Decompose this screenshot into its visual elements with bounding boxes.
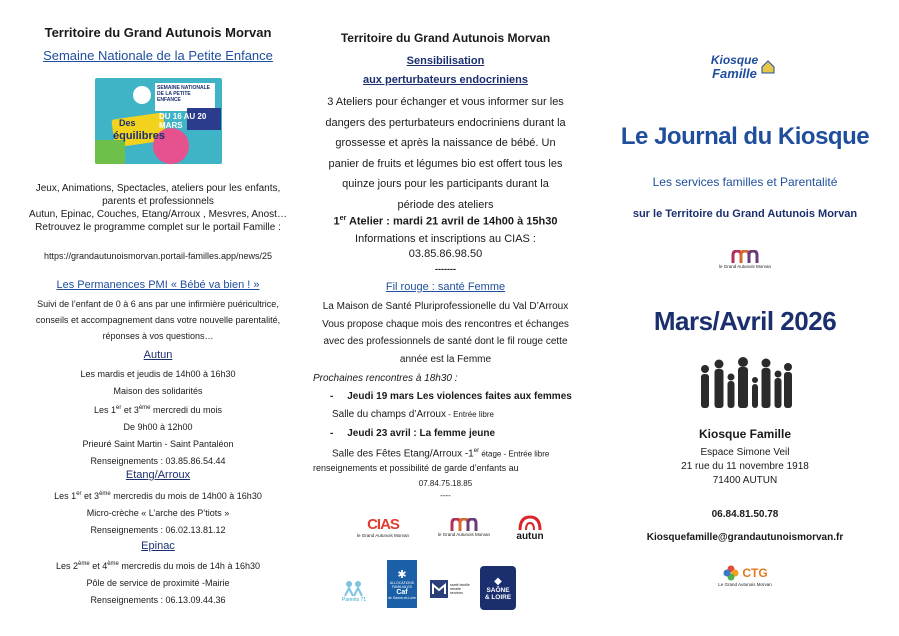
etang-details (8, 486, 308, 539)
autun-line: Renseignements : 03.85.86.54.44 (90, 456, 226, 466)
fil-rouge-heading: Fil rouge : santé Femme (385, 281, 506, 293)
kiosque-famille-title: Kiosque Famille (698, 427, 792, 441)
fil-line: avec des professionnels de santé dont le fil rouge cette (323, 336, 568, 347)
text-part: Atelier : mardi 21 avril de 14h00 à 15h30 (346, 215, 558, 228)
text-part: et 3 (121, 405, 139, 415)
pmi-line: conseils et accompagnement dans votre nouvelle parentalité, (35, 315, 281, 325)
epinac-line (8, 556, 308, 575)
cias-info: Informations et inscriptions au CIAS : (355, 233, 536, 245)
desc-line: Jeux, Animations, Spectacles, ateliers pour les enfants, (35, 183, 281, 194)
address-line: 21 rue du 11 novembre 1918 (681, 461, 809, 472)
autun-mercredi (8, 400, 308, 419)
superscript: er (76, 491, 82, 497)
epinac-line: Renseignements : 06.13.09.44.36 (90, 595, 226, 605)
text-part: Les 1 (93, 405, 116, 415)
superscript: er (339, 215, 347, 222)
event-description (8, 182, 308, 234)
kiosque-logo-a: Kiosque (710, 53, 759, 67)
period-title: Mars/Avril 2026 (653, 306, 837, 336)
portail-url[interactable]: https://grandautunoismorvan.portail-familles.app/news/25 (43, 251, 273, 261)
poster-dates: DU 16 AU 20 MARS (159, 112, 207, 130)
event-2-title: Jeudi 23 avril : La femme jeune (347, 428, 496, 439)
fil-line: Vous propose chaque mois des rencontres et échanges (322, 318, 569, 330)
kiosque-famille-logo (696, 52, 791, 82)
text-part: Les 2 (56, 561, 79, 571)
msp-text: santé famille retraite services (450, 583, 470, 595)
autun-line: De 9h00 à 12h00 (123, 422, 193, 432)
desc-line: parents et professionnels (102, 196, 214, 207)
event-2-place (332, 445, 549, 460)
cias-logo-text: CIAS (367, 516, 399, 533)
body-line: dangers des perturbateurs endocriniens durant la (325, 116, 566, 129)
separator: ---- (440, 491, 451, 500)
gam-logo-sub: le Grand Autunois Morvan (437, 531, 491, 537)
body-line: quinze jours pour les participants durant la (342, 178, 549, 190)
kiosque-phone: 06.84.81.50.78 (711, 509, 779, 520)
desc-line: Autun, Epinac, Couches, Etang/Arroux , Mesvres, Anost… (29, 209, 287, 220)
place: Salle du champs d’Arroux (332, 409, 446, 420)
etang-line: Renseignements : 06.02.13.81.12 (90, 525, 226, 535)
etang-heading: Etang/Arroux (125, 469, 191, 481)
text-part: mercredi du mois (150, 405, 223, 415)
kiosque-logo-b: Famille (712, 66, 757, 81)
etang-line (8, 486, 308, 505)
right-column (600, 0, 890, 636)
pmi-title: Les Permanences PMI « Bébé va bien ! » (56, 279, 260, 291)
pmi-line: Suivi de l’enfant de 0 à 6 ans par une infirmière puéricultrice, (37, 299, 279, 309)
autun-line: Maison des solidarités (113, 386, 203, 396)
parents-figures-icon (343, 579, 365, 597)
desc-line: Retrouvez le programme complet sur le portail Famille : (35, 222, 281, 233)
autun-heading: Autun (143, 349, 173, 361)
event-1 (330, 390, 572, 403)
address-line: 71400 AUTUN (712, 475, 778, 486)
journal-title: Le Journal du Kiosque (620, 123, 870, 150)
family-silhouette-icon (695, 355, 795, 410)
poster-theme-a: Des (119, 118, 136, 128)
ateliers-body (308, 92, 583, 215)
kiosque-house-icon (760, 59, 776, 75)
superscript: ème (107, 561, 119, 567)
autun-line: Les mardis et jeudis de 14h00 à 16h30 (80, 369, 236, 379)
superscript: ème (138, 405, 151, 411)
ctg-sub: Le Grand Autunois Morvan (718, 581, 772, 587)
dash: - (330, 428, 334, 439)
kiosque-email[interactable]: Kiosquefamille@grandautunoismorvan.fr (646, 532, 844, 543)
place: Salle des Fêtes Etang/Arroux -1 (332, 448, 474, 460)
body-line: panier de fruits et légumes bio est offert tous les (328, 157, 563, 170)
event-2 (330, 427, 495, 440)
saone-loire-crest-icon: ◆ (494, 575, 502, 587)
text-part: mercredis du mois de 14h à 16h30 (118, 561, 260, 571)
autun-line: Prieuré Saint Martin - Saint Pantaléon (82, 439, 234, 449)
atelier-date (308, 212, 583, 229)
fil-line: année est la Femme (399, 353, 492, 365)
superscript: er (473, 448, 480, 454)
perturbateurs-heading: aux perturbateurs endocriniens (362, 74, 529, 86)
semaine-poster-image (95, 78, 222, 164)
superscript: er (115, 405, 122, 411)
poster-shape (95, 140, 125, 164)
left-subtitle: Semaine Nationale de la Petite Enfance (43, 48, 273, 63)
saone-loire-text-a: SAÔNE (486, 586, 510, 594)
epinac-line: Pôle de service de proximité -Mairie (86, 578, 230, 588)
body-line: période des ateliers (397, 198, 494, 211)
epinac-details (8, 556, 308, 609)
autun-logo-text: autun (516, 530, 544, 542)
parents71-logo (336, 576, 372, 606)
body-line: 3 Ateliers pour échanger et vous informer sur les (327, 96, 564, 108)
gam-mark-icon (730, 250, 760, 264)
dash: - (330, 391, 334, 402)
superscript: ème (78, 561, 90, 567)
fil-line: La Maison de Santé Pluriprofessionelle du Val D’Arroux (322, 301, 569, 312)
body-line: grossesse et après la naissance de bébé. Un (335, 137, 556, 149)
pmi-line: réponses à vos questions… (102, 331, 214, 341)
etang-line: Micro-crèche « L’arche des P’tiots » (86, 508, 230, 518)
event-1-title: Jeudi 19 mars Les violences faites aux femmes (347, 391, 572, 402)
superscript: ème (99, 491, 111, 497)
prochaines-label: Prochaines rencontres à 18h30 : (313, 373, 458, 384)
territoire-subtitle: sur le Territoire du Grand Autunois Morvan (632, 208, 858, 220)
gam-mark-icon (450, 518, 478, 532)
garde-info: renseignements et possibilité de garde d’enfants au (313, 463, 519, 473)
text-part: mercredis du mois de 14h00 à 16h30 (110, 491, 262, 501)
caf-text-c: de Saône-et-Loire (387, 596, 417, 600)
event-1-place (332, 408, 494, 421)
parents71-text: Parents 71 (341, 597, 367, 603)
entry: étage - Entrée libre (479, 449, 550, 459)
poster-theme-b: équilibres (113, 130, 165, 142)
autun-logo (510, 510, 550, 546)
poster-shape (133, 86, 151, 104)
epinac-heading: Epinac (141, 540, 175, 552)
gam-logo-sub: le Grand Autunois Morvan (718, 263, 772, 269)
cias-phone: 03.85.86.98.50 (408, 248, 483, 260)
middle-column (308, 0, 583, 636)
msp-logo (429, 578, 475, 600)
left-title: Territoire du Grand Autunois Morvan (44, 25, 272, 40)
msp-icon (430, 580, 448, 598)
text-part: et 4 (89, 561, 108, 571)
services-subtitle: Les services familles et Parentalité (652, 175, 838, 189)
ctg-flower-icon (722, 564, 740, 582)
caf-text-a: ALLOCATIONS FAMILIALES (389, 581, 415, 589)
address-line: Espace Simone Veil (700, 447, 790, 458)
autun-details (8, 366, 308, 470)
fil-rouge-body (308, 298, 583, 368)
text-part: 1 (333, 215, 340, 228)
pmi-description (8, 296, 308, 344)
address-block (600, 446, 890, 488)
ctg-logo (713, 558, 777, 592)
ctg-text: CTG (742, 565, 768, 580)
text-part: et 3 (81, 491, 100, 501)
poster-heading: SEMAINE NATIONALE DE LA PETITE ENFANCE (157, 85, 210, 103)
gam-logo (433, 512, 495, 542)
cias-logo (348, 510, 418, 544)
gam-logo-right (715, 244, 775, 274)
middle-title: Territoire du Grand Autunois Morvan (340, 31, 551, 45)
left-column (8, 0, 308, 636)
text-part: Les 1 (54, 491, 77, 501)
saone-loire-text-b: & LOIRE (484, 593, 512, 601)
caf-text-b: Caf (396, 589, 408, 596)
autun-arch-icon (518, 515, 542, 531)
sensibilisation-heading: Sensibilisation (406, 55, 485, 67)
caf-star-icon: ✱ (397, 569, 407, 581)
garde-phone: 07.84.75.18.85 (418, 479, 473, 488)
entry: - Entrée libre (445, 410, 494, 419)
saone-loire-logo (480, 566, 516, 610)
cias-logo-sub: le Grand Autunois Morvan (356, 533, 410, 538)
separator: ------- (435, 264, 456, 274)
caf-logo (387, 560, 417, 608)
